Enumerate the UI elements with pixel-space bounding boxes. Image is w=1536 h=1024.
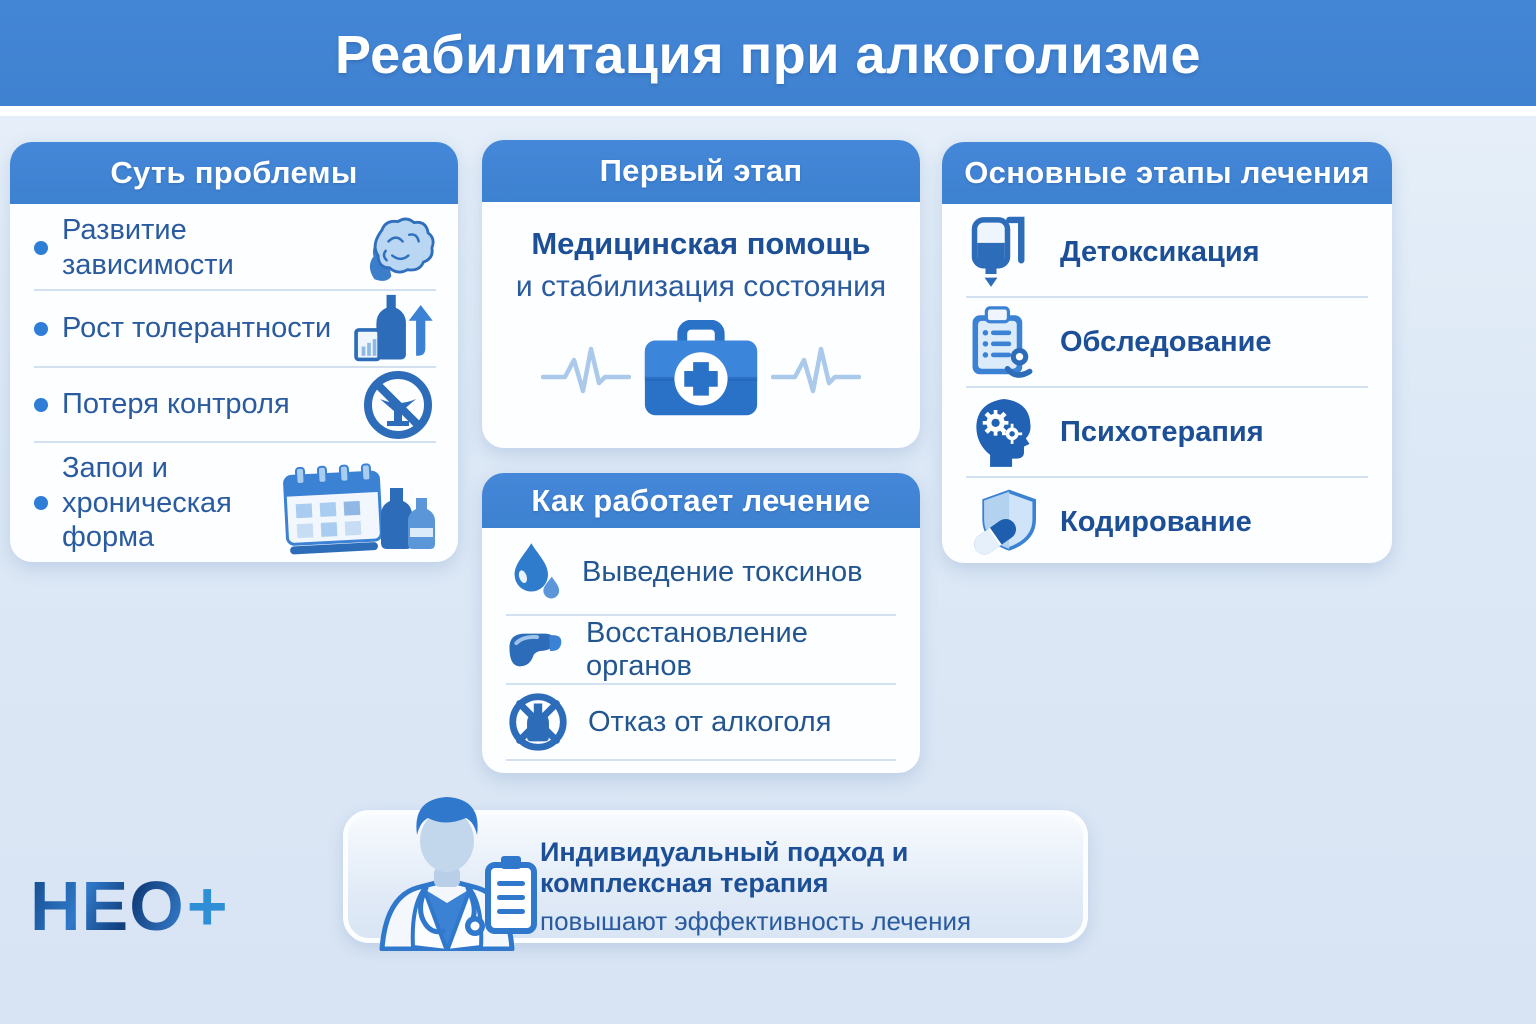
- banner-text-line2: повышают эффективность лечения: [540, 906, 972, 936]
- doctor-icon: [362, 793, 537, 951]
- list-item-label: Обследование: [1060, 325, 1272, 358]
- card-stages-title: Основные этапы лечения: [942, 142, 1392, 204]
- first-aid-case-icon: [637, 320, 765, 420]
- bullet-icon: [34, 241, 48, 255]
- liver-icon: [506, 628, 568, 672]
- list-item: [34, 206, 436, 291]
- card-first-stage: [482, 140, 920, 448]
- list-item-label: Потеря контроля: [62, 388, 290, 421]
- list-item-label: Психотерапия: [1060, 415, 1264, 448]
- neo-plus-logo: [30, 866, 229, 946]
- card-problem-body: [10, 204, 458, 562]
- list-item-label: Восстановление органов: [586, 616, 808, 682]
- banner: [343, 810, 1088, 943]
- first-stage-text-line2: и стабилизация состояния: [515, 270, 887, 303]
- list-item: [34, 443, 436, 562]
- ecg-line-icon: [771, 341, 861, 399]
- list-item-label: Отказ от алкоголя: [588, 705, 832, 738]
- no-alcohol-icon: [506, 690, 570, 754]
- list-item-label: Детоксикация: [1060, 235, 1260, 268]
- header-divider: [0, 106, 1536, 116]
- bottle-growth-icon: [350, 293, 436, 365]
- list-item: [506, 616, 896, 685]
- clipboard-icon: [966, 304, 1038, 380]
- first-stage-text-line1: Медицинская помощь: [531, 226, 871, 261]
- header-band: [0, 0, 1536, 106]
- no-drink-icon: [360, 367, 436, 443]
- brain-icon: [358, 215, 436, 281]
- list-item: [966, 298, 1368, 388]
- logo-plus-icon: +: [186, 867, 229, 945]
- card-how-it-works-title: Как работает лечение: [482, 473, 920, 528]
- shield-pill-icon: [966, 488, 1038, 556]
- iv-drip-icon: [966, 213, 1038, 291]
- list-item-label: Запои и хроническая форма: [62, 451, 232, 554]
- list-item: [966, 478, 1368, 563]
- list-item: [966, 208, 1368, 298]
- ecg-line-icon: [541, 341, 631, 399]
- bullet-icon: [34, 322, 48, 336]
- list-item-label: Развитие зависимости: [62, 213, 234, 281]
- bullet-icon: [34, 398, 48, 412]
- card-stages: [942, 142, 1392, 563]
- card-first-stage-body: [482, 202, 920, 420]
- bullet-icon: [34, 496, 48, 510]
- list-item: [34, 291, 436, 368]
- calendar-bottles-icon: [278, 454, 436, 558]
- card-how-it-works-body: [482, 528, 920, 761]
- list-item: [506, 685, 896, 761]
- water-drop-icon: [506, 541, 564, 603]
- first-aid-kit-icon: [482, 320, 920, 420]
- card-how-it-works: [482, 473, 920, 773]
- list-item: [966, 388, 1368, 478]
- card-problem: [10, 142, 458, 562]
- card-problem-title: Суть проблемы: [10, 142, 458, 204]
- list-item: [506, 530, 896, 616]
- list-item: [34, 368, 436, 443]
- logo-text: НЕО: [30, 867, 185, 945]
- list-item-label: Выведение токсинов: [582, 555, 863, 588]
- banner-text: [540, 815, 1083, 937]
- list-item-label: Кодирование: [1060, 505, 1252, 538]
- list-item-label: Рост толерантности: [62, 312, 332, 345]
- page-title: Реабилитация при алкоголизме: [334, 25, 1201, 85]
- banner-text-line1: Индивидуальный подход и комплексная терапия: [540, 837, 909, 898]
- card-first-stage-title: Первый этап: [482, 140, 920, 202]
- card-stages-body: [942, 204, 1392, 563]
- psychotherapy-icon: [966, 396, 1038, 468]
